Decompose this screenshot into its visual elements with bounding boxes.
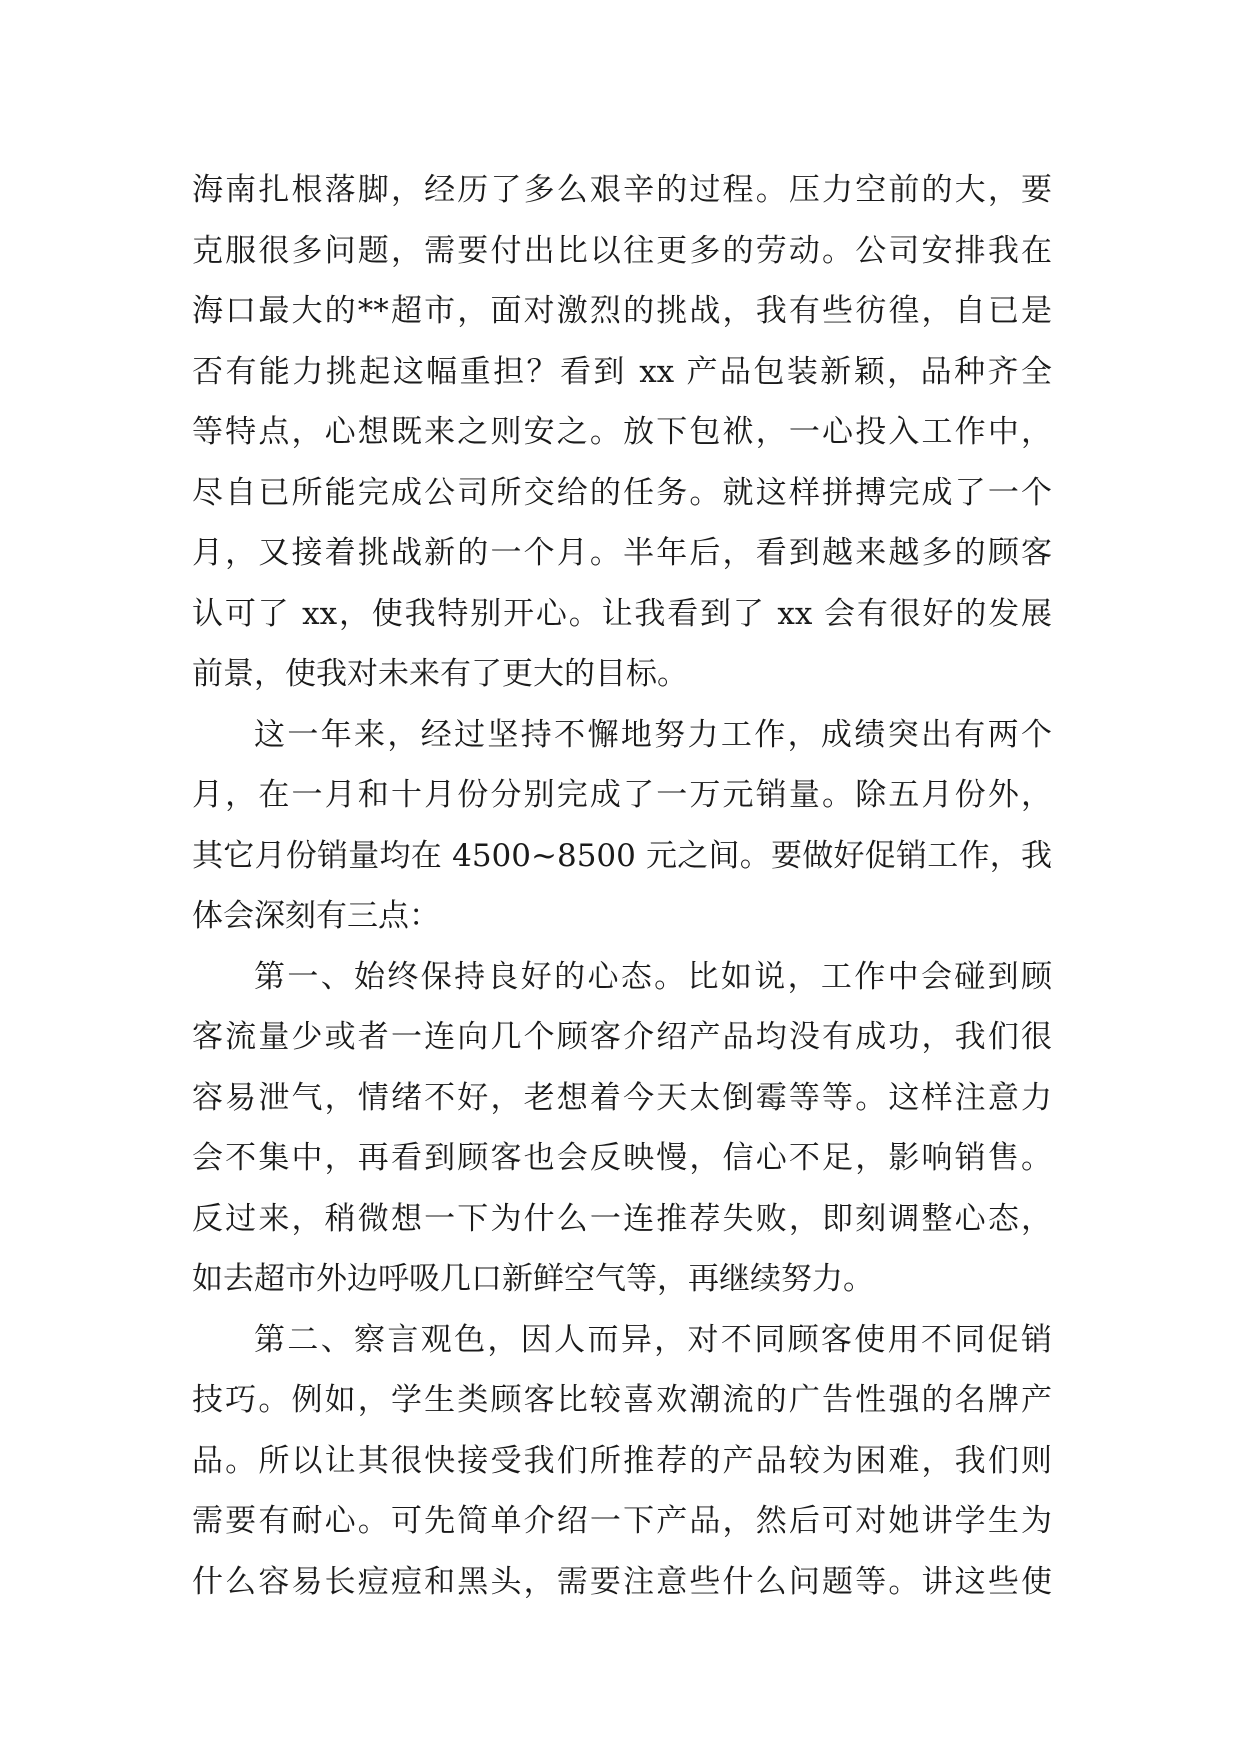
text-line: 什么容易长痘痘和黑头，需要注意些什么问题等。讲这些使 (192, 1563, 1052, 1600)
text-line: 技巧。例如，学生类顾客比较喜欢潮流的广告性强的名牌产 (192, 1382, 1052, 1418)
text-line: 海口最大的**超市，面对激烈的挑战，我有些彷徨，自已是 (192, 293, 1052, 329)
body-text (192, 160, 1052, 1612)
text-line: 其它月份销量均在 4500~8500 元之间。要做好促销工作，我 (192, 837, 1052, 874)
text-line: 认可了 xx，使我特别开心。让我看到了 xx 会有很好的发展 (192, 595, 1052, 632)
text-line: 客流量少或者一连向几个顾客介绍产品均没有成功，我们很 (192, 1019, 1052, 1055)
text-line: 月，又接着挑战新的一个月。半年后，看到越来越多的顾客 (192, 535, 1052, 571)
paragraph-2 (192, 705, 1052, 947)
text-line: 克服很多问题，需要付出比以往更多的劳动。公司安排我在 (192, 232, 1052, 269)
text-line: 海南扎根落脚，经历了多么艰辛的过程。压力空前的大，要 (192, 172, 1052, 208)
text-line: 如去超市外边呼吸几口新鲜空气等，再继续努力。 (192, 1261, 874, 1297)
text-line: 品。所以让其很快接受我们所推荐的产品较为困难，我们则 (192, 1442, 1052, 1479)
text-line: 容易泄气，情绪不好，老想着今天太倒霉等等。这样注意力 (192, 1079, 1052, 1116)
text-line: 月，在一月和十月份分别完成了一万元销量。除五月份外， (192, 777, 1052, 813)
text-line: 第二、察言观色，因人而异，对不同顾客使用不同促销 (254, 1321, 1052, 1358)
text-line: 反过来，稍微想一下为什么一连推荐失败，即刻调整心态， (192, 1200, 1052, 1237)
text-line: 体会深刻有三点： (192, 898, 440, 934)
text-line: 这一年来，经过坚持不懈地努力工作，成绩突出有两个 (254, 716, 1052, 753)
text-line: 等特点，心想既来之则安之。放下包袱，一心投入工作中， (192, 414, 1052, 450)
text-line: 否有能力挑起这幅重担？看到 xx 产品包装新颖，品种齐全 (192, 353, 1052, 390)
text-line: 前景，使我对未来有了更大的目标。 (192, 656, 688, 692)
paragraph-1 (192, 160, 1052, 705)
text-line: 会不集中，再看到顾客也会反映慢，信心不足，影响销售。 (192, 1140, 1052, 1176)
text-line: 尽自已所能完成公司所交给的任务。就这样拼搏完成了一个 (192, 474, 1052, 511)
paragraph-4 (192, 1310, 1052, 1613)
text-line: 第一、始终保持良好的心态。比如说，工作中会碰到顾 (254, 958, 1052, 995)
text-line: 需要有耐心。可先简单介绍一下产品，然后可对她讲学生为 (192, 1503, 1052, 1539)
paragraph-3 (192, 947, 1052, 1310)
